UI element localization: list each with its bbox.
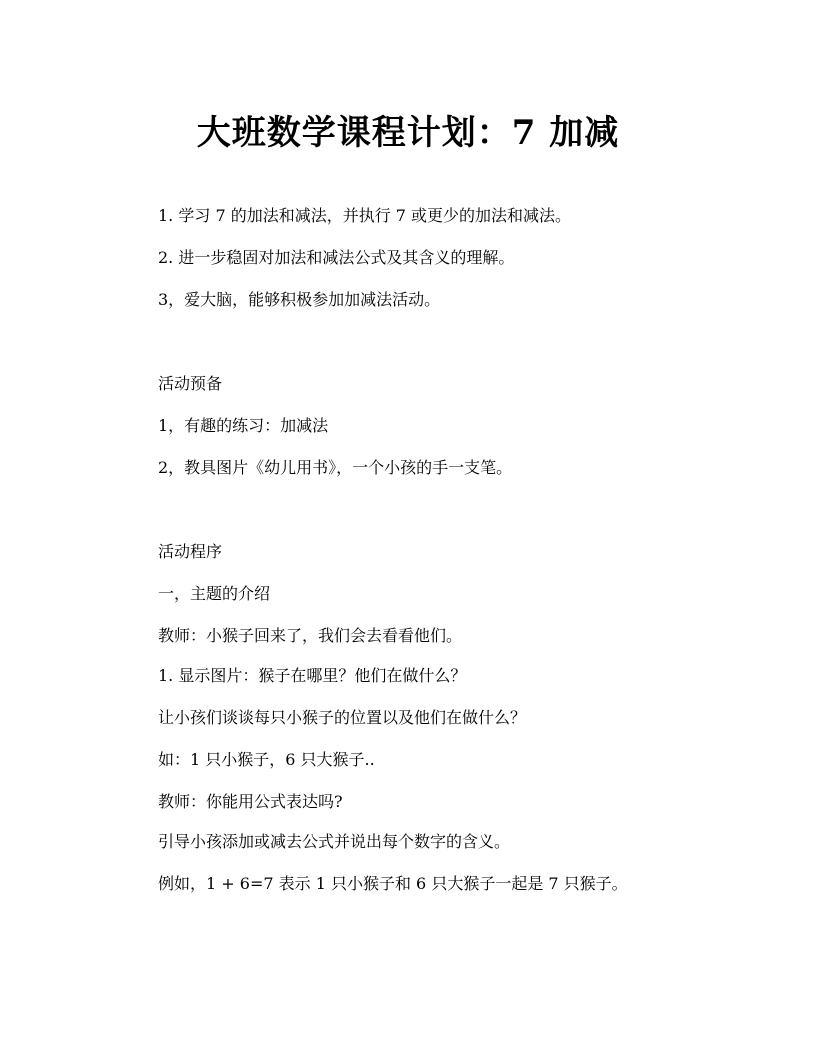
- procedure-line-6: 教师：你能用公式表达吗?: [158, 792, 343, 811]
- procedure-line-5: 如：1 只小猴子，6 只大猴子..: [158, 750, 375, 769]
- objective-2: 2. 进一步稳固对加法和减法公式及其含义的理解。: [158, 248, 515, 267]
- objective-3: 3，爱大脑，能够积极参加加减法活动。: [158, 290, 441, 309]
- preparation-item-2: 2，教具图片《幼儿用书》，一个小孩的手一支笔。: [158, 458, 513, 477]
- procedure-line-8: 例如，1 + 6=7 表示 1 只小猴子和 6 只大猴子一起是 7 只猴子。: [158, 874, 628, 893]
- procedure-heading: 活动程序: [158, 542, 223, 561]
- procedure-line-2: 教师：小猴子回来了，我们会去看看他们。: [158, 626, 463, 645]
- procedure-line-4: 让小孩们谈谈每只小猴子的位置以及他们在做什么？: [158, 708, 527, 727]
- procedure-line-1: 一，主题的介绍: [158, 584, 271, 603]
- preparation-item-1: 1，有趣的练习：加减法: [158, 416, 329, 435]
- procedure-line-7: 引导小孩添加或减去公式并说出每个数字的含义。: [158, 832, 511, 851]
- document-title: 大班数学课程计划：7 加减: [196, 113, 620, 153]
- procedure-line-3: 1. 显示图片：猴子在哪里？他们在做什么？: [158, 666, 467, 685]
- objective-1: 1. 学习 7 的加法和减法，并执行 7 或更少的加法和减法。: [158, 206, 572, 225]
- preparation-heading: 活动预备: [158, 374, 223, 393]
